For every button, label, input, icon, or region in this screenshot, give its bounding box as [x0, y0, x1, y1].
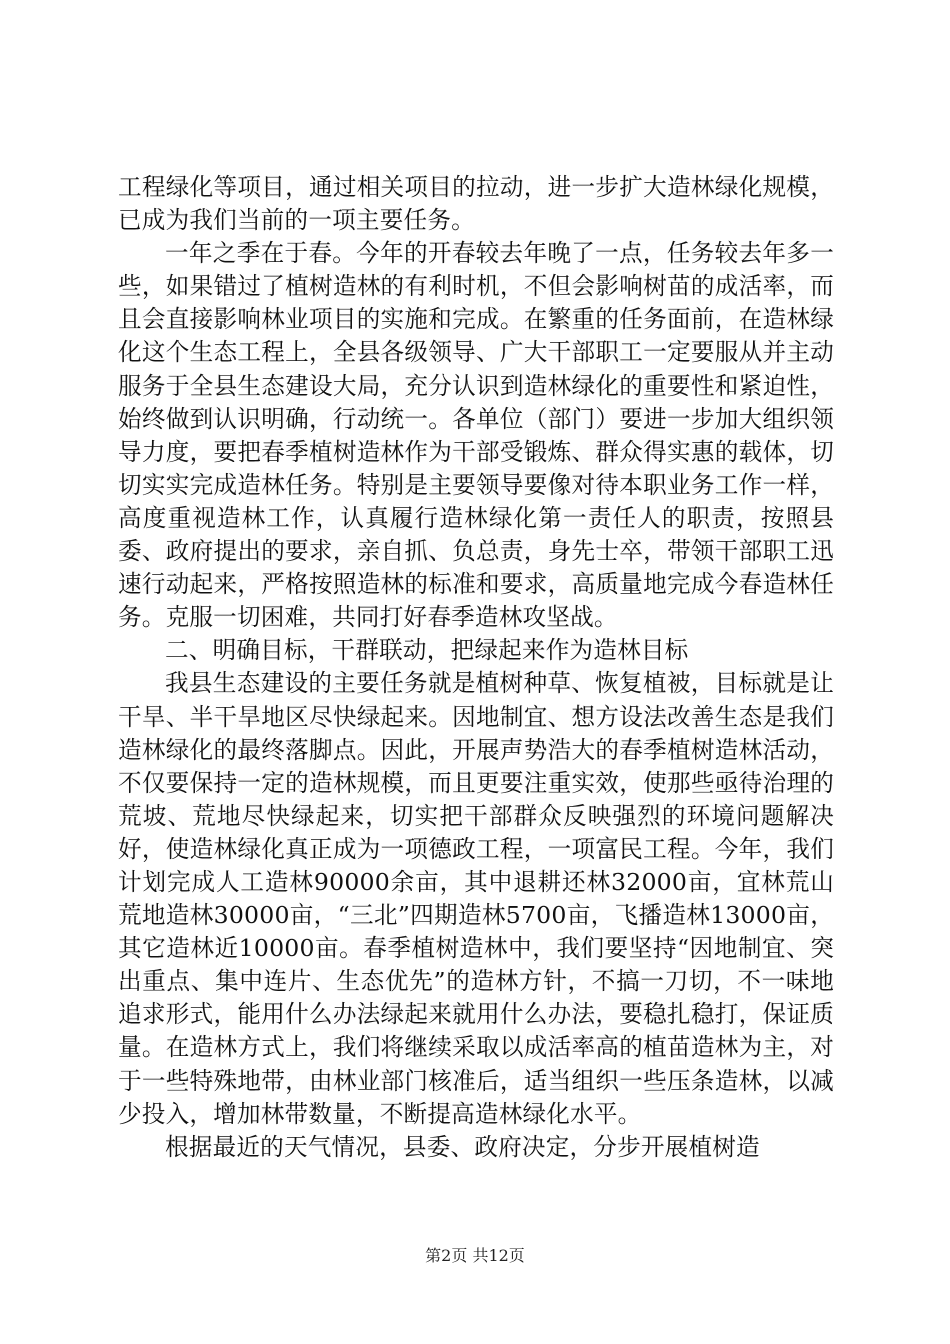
paragraph-3: 我县生态建设的主要任务就是植树种草、恢复植被，目标就是让干旱、半干旱地区尽快绿起来。因地制宜、想方设法改善生态是我们造林绿化的最终落脚点。因此，开展声势浩大的春季植树造林活动，不仅要保持一定的造林规模，而且更要注重实效，使那些亟待治理的荒坡、荒地尽快绿起来，切实把干部群众反映强烈的环境问题解决好，使造林绿化真正成为一项德政工程，一项富民工程。今年，我们计划完成人工造林90000余亩，其中退耕还林32000亩，宜林荒山荒地造林30000亩，“三北”四期造林5700亩，飞播造林13000亩，其它造林近10000亩。春季植树造林中，我们要坚持“因地制宜、突出重点、集中连片、生态优先”的造林方针，不搞一刀切，不一味地追求形式，能用什么办法绿起来就用什么办法，要稳扎稳打，保证质量。在造林方式上，我们将继续采取以成活率高的植苗造林为主，对于一些特殊地带，由林业部门核准后，适当组织一些压条造林，以减少投入，增加林带数量，不断提高造林绿化水平。 — [118, 669, 834, 1128]
paragraph-1: 工程绿化等项目，通过相关项目的拉动，进一步扩大造林绿化规模，已成为我们当前的一项主要任务。 — [118, 173, 834, 235]
paragraph-2: 一年之季在于春。今年的开春较去年晚了一点，任务较去年多一些，如果错过了植树造林的有利时机，不但会影响树苗的成活率，而且会直接影响林业项目的实施和完成。在繁重的任务面前，在造林绿化这个生态工程上，全县各级领导、广大干部职工一定要服从并主动服务于全县生态建设大局，充分认识到造林绿化的重要性和紧迫性，始终做到认识明确，行动统一。各单位（部门）要进一步加大组织领导力度，要把春季植树造林作为干部受锻炼、群众得实惠的载体，切切实实完成造林任务。特别是主要领导要像对待本职业务工作一样，高度重视造林工作，认真履行造林绿化第一责任人的职责，按照县委、政府提出的要求，亲自抓、负总责，身先士卒，带领干部职工迅速行动起来，严格按照造林的标准和要求，高质量地完成今春造林任务。克服一切困难，共同打好春季造林攻坚战。 — [118, 239, 834, 632]
document-body — [118, 171, 834, 1164]
section-heading: 二、明确目标，干群联动，把绿起来作为造林目标 — [165, 636, 689, 665]
page-number-footer: 第2页 共12页 — [425, 1246, 525, 1265]
paragraph-4: 根据最近的天气情况，县委、政府决定，分步开展植树造 — [165, 1132, 760, 1161]
